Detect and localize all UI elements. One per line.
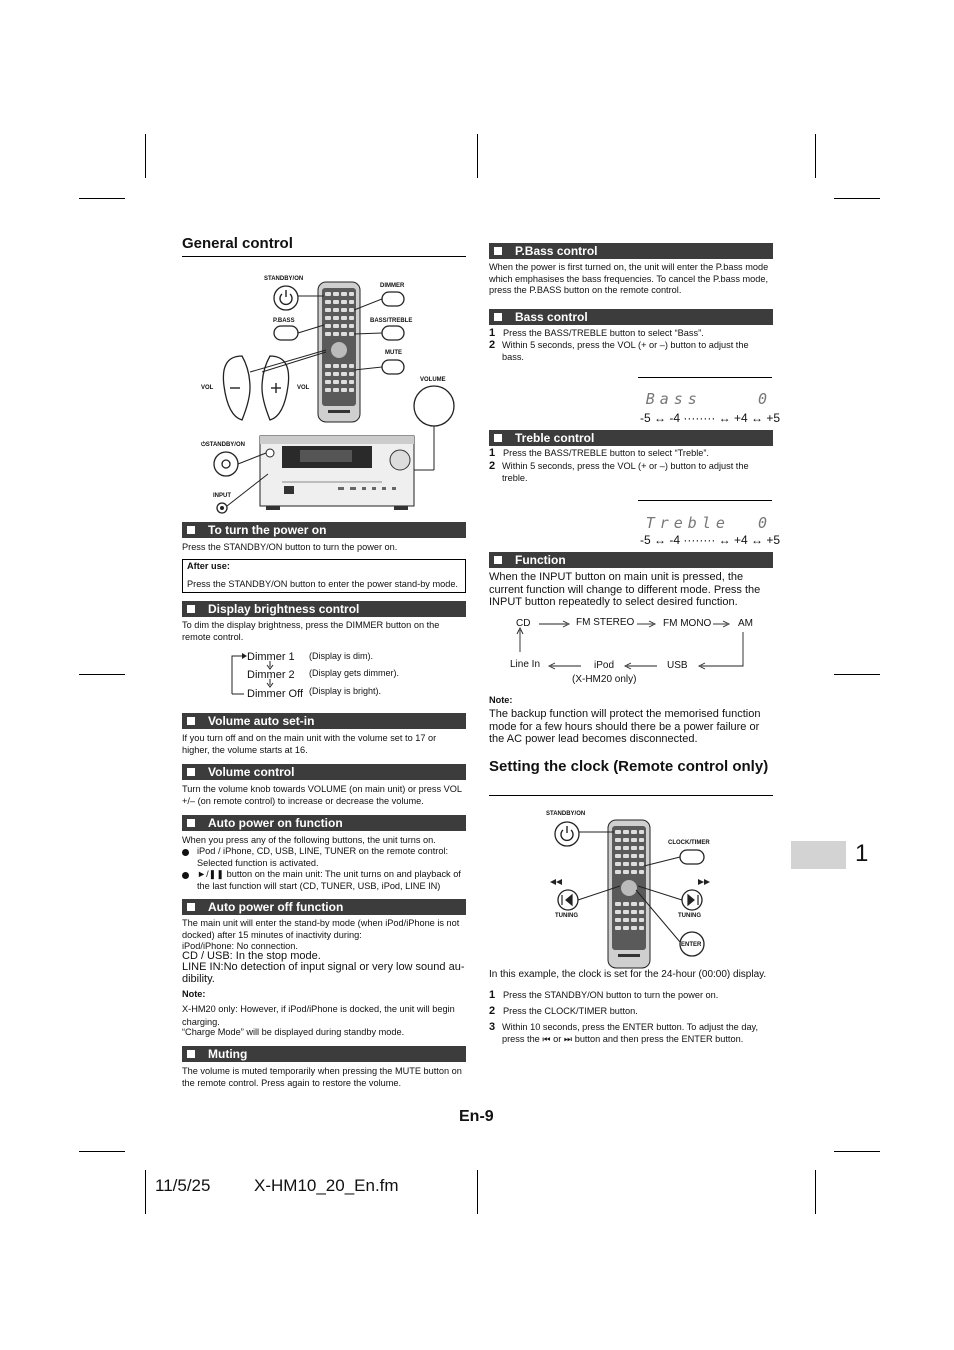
flow-fm-stereo: FM STEREO xyxy=(576,617,635,628)
crop-mark xyxy=(145,1170,146,1214)
crop-mark xyxy=(79,674,125,675)
crop-mark xyxy=(145,134,146,178)
dimmer-1-desc: (Display is dim). xyxy=(309,651,374,661)
bass-step-1: 1 Press the BASS/TREBLE button to select “Bass”. xyxy=(489,327,704,339)
clock-step-3-num: 3 xyxy=(489,1021,496,1033)
auto-off-note-1: X-HM20 only: However, if iPod/iPhone is docked, the unit will begin charging. xyxy=(182,1004,455,1027)
dimmer-2: Dimmer 2 xyxy=(247,669,295,681)
page-number: En-9 xyxy=(459,1108,494,1125)
clock-intro: In this example, the clock is set for the 24-hour (00:00) display. xyxy=(489,969,767,980)
section-bar-volume-control: Volume control xyxy=(182,764,466,780)
chapter-tab xyxy=(791,841,846,869)
label-input: INPUT xyxy=(213,493,231,499)
clock-label-standby: STANDBY/ON xyxy=(546,811,586,817)
label-dimmer: DIMMER xyxy=(380,283,405,289)
auto-off-text-4: LINE IN:No detection of input signal or very low sound au-dibility. xyxy=(182,961,465,985)
flow-line-in: Line In xyxy=(510,659,541,670)
label-unit-standby: ⏻STANDBY/ON xyxy=(201,442,245,448)
crop-mark xyxy=(815,134,816,178)
clock-heading-rule xyxy=(489,795,773,796)
chapter-tab-number: 1 xyxy=(855,840,869,867)
auto-off-text-2: iPod/iPhone: No connection. xyxy=(182,941,298,951)
flow-cd: CD xyxy=(516,618,531,629)
auto-on-intro: When you press any of the following buttons, the unit turns on. xyxy=(182,835,436,845)
clock-heading: Setting the clock (Remote control only) xyxy=(489,758,769,775)
auto-off-note-title: Note: xyxy=(182,989,206,999)
after-use-title: After use: xyxy=(187,561,230,571)
after-use-box xyxy=(182,559,466,593)
label-bass-treble: BASS/TREBLE xyxy=(370,318,413,324)
treble-scale: -5 ↔ -4 ········ ↔ +4 ↔ +5 xyxy=(640,533,781,547)
crop-mark xyxy=(477,134,478,178)
display-text: To dim the display brightness, press the DIMMER button on the remote control. xyxy=(182,620,440,642)
footer-date: 11/5/25 xyxy=(155,1176,211,1195)
general-control-heading: General control xyxy=(182,235,293,252)
bass-step-2: Within 5 seconds, press the VOL (+ or –) button to adjust the bass. xyxy=(502,340,749,362)
power-on-text: Press the STANDBY/ON button to turn the power on. xyxy=(182,542,398,552)
section-bar-auto-power-on: Auto power on function xyxy=(182,815,466,831)
clock-label-clock-timer: CLOCK/TIMER xyxy=(668,840,710,846)
section-bar-auto-power-off: Auto power off function xyxy=(182,899,466,915)
label-mute: MUTE xyxy=(385,350,402,356)
function-note-text: The backup function will protect the memorised function mode for a few hours should there be a power failure or the AC power lead becomes disconnected. xyxy=(489,708,761,746)
bass-scale: -5 ↔ -4 ········ ↔ +4 ↔ +5 xyxy=(640,411,781,425)
bullet-dot xyxy=(182,872,189,879)
volume-auto-text: If you turn off and on the main unit with the volume set to 17 or higher, the volume starts at 16. xyxy=(182,733,437,755)
section-bar-muting: Muting xyxy=(182,1046,466,1062)
treble-step-1: 1 Press the BASS/TREBLE button to select “Treble”. xyxy=(489,447,709,459)
clock-label-enter: ENTER xyxy=(681,942,702,948)
bass-step-2-num: 2 xyxy=(489,339,496,351)
clock-step-3: Within 10 seconds, press the ENTER button. To adjust the day, press the ⏮ or ⏭ button and then press the ENTER button. xyxy=(502,1022,759,1044)
clock-step-1: 1 Press the STANDBY/ON button to turn the power on. xyxy=(489,989,719,1001)
auto-on-bullet-2: ►/❚❚ button on the main unit: The unit turns on and playback of the last function will start (CD, TUNER, USB, iPod, LINE IN) xyxy=(197,869,461,891)
section-bar-volume-auto: Volume auto set-in xyxy=(182,713,466,729)
treble-step-2-num: 2 xyxy=(489,460,496,472)
bullet-dot xyxy=(182,849,189,856)
clock-step-2: 2 Press the CLOCK/TIMER button. xyxy=(489,1005,638,1017)
crop-mark xyxy=(834,1151,880,1152)
section-bar-bass: Bass control xyxy=(489,309,773,325)
after-use-text: Press the STANDBY/ON button to enter the power stand-by mode. xyxy=(187,579,458,589)
label-standby-on: STANDBY/ON xyxy=(264,276,304,282)
section-bar-power-on: To turn the power on xyxy=(182,522,466,538)
label-pbass: P.BASS xyxy=(273,318,295,324)
volume-control-text: Turn the volume knob towards VOLUME (on main unit) or press VOL +/– (on remote control) to increase or decrease the volume. xyxy=(182,784,462,806)
section-bar-display-brightness: Display brightness control xyxy=(182,601,466,617)
auto-off-text-1: The main unit will enter the stand-by mode (when iPod/iPhone is not docked) after 15 minutes of inactivity during: xyxy=(182,918,460,940)
auto-off-note-2: “Charge Mode” will be displayed during standby mode. xyxy=(182,1027,405,1037)
clock-label-tuning-left: TUNING xyxy=(555,913,578,919)
function-note-title: Note: xyxy=(489,695,513,705)
crop-mark xyxy=(79,1151,125,1152)
treble-lcd-display: Treble 0 xyxy=(638,500,772,531)
crop-mark xyxy=(79,198,125,199)
clock-remote-diagram xyxy=(540,810,730,970)
crop-mark xyxy=(477,1170,478,1214)
flow-ipod: iPod xyxy=(594,660,615,671)
flow-usb: USB xyxy=(667,660,688,671)
dimmer-off-desc: (Display is bright). xyxy=(309,686,382,696)
dimmer-1: Dimmer 1 xyxy=(247,651,295,663)
auto-on-bullet-1: iPod / iPhone, CD, USB, LINE, TUNER on the remote control: Selected function is activated. xyxy=(197,846,449,868)
label-vol-left: VOL xyxy=(201,385,214,391)
dimmer-off: Dimmer Off xyxy=(247,688,304,700)
bass-lcd-display: Bass 0 xyxy=(638,377,772,406)
dimmer-2-desc: (Display gets dimmer). xyxy=(309,668,400,678)
auto-off-text-3: CD / USB: In the stop mode. xyxy=(182,950,321,962)
flow-ipod-note: (X-HM20 only) xyxy=(572,674,637,685)
footer-filename: X-HM10_20_En.fm xyxy=(254,1176,399,1195)
pbass-text: When the power is first turned on, the unit will enter the P.bass mode which emphasises the bass frequencies. To cancel the P.bass mode, press the P.BASS button on the remote control. xyxy=(489,262,769,296)
label-volume: VOLUME xyxy=(420,377,446,383)
section-bar-treble: Treble control xyxy=(489,430,773,446)
label-vol-right: VOL xyxy=(297,385,310,391)
section-bar-pbass: P.Bass control xyxy=(489,243,773,259)
treble-step-2: Within 5 seconds, press the VOL (+ or –) button to adjust the treble. xyxy=(502,461,749,483)
heading-rule xyxy=(182,256,466,257)
section-bar-function: Function xyxy=(489,552,773,568)
crop-mark xyxy=(815,1170,816,1214)
remote-and-unit-diagram xyxy=(182,270,466,520)
crop-mark xyxy=(834,198,880,199)
flow-am: AM xyxy=(738,618,753,629)
clock-label-tuning-right: TUNING xyxy=(678,913,701,919)
crop-mark xyxy=(834,674,880,675)
flow-fm-mono: FM MONO xyxy=(663,618,712,629)
function-text: When the INPUT button on main unit is pressed, the current function will change to different mode. Press the INPUT button repeatedly to select desired function. xyxy=(489,571,761,609)
muting-text: The volume is muted temporarily when pressing the MUTE button on the remote control. Press again to restore the volume. xyxy=(182,1066,462,1088)
